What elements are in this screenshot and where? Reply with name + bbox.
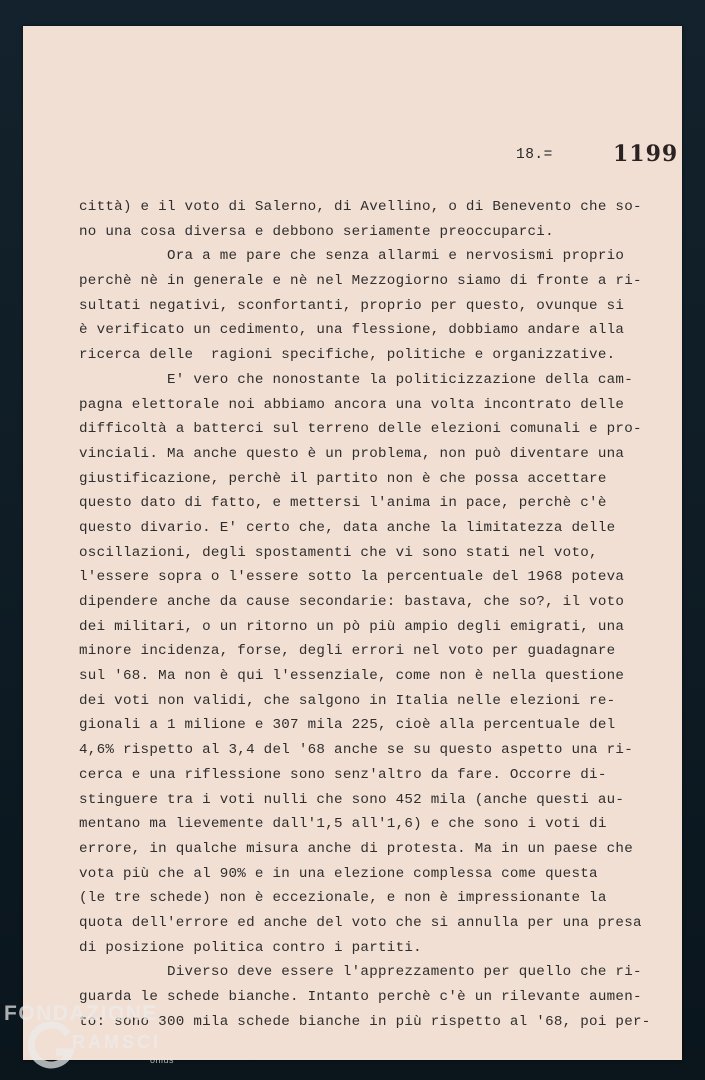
text-line: E' vero che nonostante la politicizzazione della cam-: [79, 371, 634, 388]
text-line: Diverso deve essere l'apprezzamento per quello che ri-: [79, 964, 642, 981]
text-line: no una cosa diversa e debbono seriamente preoccuparci.: [79, 223, 554, 240]
text-line: sultati negativi, sconfortanti, proprio per questo, ovunque si: [79, 297, 625, 314]
page-header: [23, 141, 682, 168]
text-line: è verificato un cedimento, una flessione, dobbiamo andare alla: [79, 322, 625, 339]
page-number: 18.=: [516, 147, 553, 163]
text-line: dei militari, o un ritorno un pò più ampio degli emigrati, una: [79, 618, 625, 635]
gramsci-g-logo-icon: [28, 1020, 78, 1070]
text-line: giustificazione, perchè il partito non è che possa accettare: [79, 470, 607, 487]
text-line: questo dato di fatto, e mettersi l'anima in pace, perchè c'è: [79, 495, 607, 512]
text-line: gionali a 1 milione e 307 mila 225, cioè alla percentuale del: [79, 717, 616, 734]
text-line: minore incidenza, forse, degli errori nel voto per guadagnare: [79, 643, 616, 660]
text-line: dei voti non validi, che salgono in Italia nelle elezioni re-: [79, 692, 616, 709]
text-line: 4,6% rispetto al 3,4 del '68 anche se su questo aspetto una ri-: [79, 742, 634, 759]
text-line: to: sono 300 mila schede bianche in più rispetto al '68, poi per-: [79, 1013, 651, 1030]
text-line: guarda le schede bianche. Intanto perchè c'è un rilevante aumen-: [79, 989, 642, 1005]
text-line: Ora a me pare che senza allarmi e nervosismi proprio: [79, 248, 625, 265]
text-line: sul '68. Ma non è qui l'essenziale, come non è nella questione: [79, 668, 625, 685]
text-line: pagna elettorale noi abbiamo ancora una volta incontrato delle: [79, 396, 625, 413]
text-line: (le tre schede) non è eccezionale, e non è impressionante la: [79, 890, 607, 907]
text-line: perchè nè in generale e nè nel Mezzogiorno siamo di fronte a ri-: [79, 273, 642, 290]
watermark-line2: RAMSCI: [72, 1032, 161, 1052]
text-line: città) e il voto di Salerno, di Avellino, o di Benevento che so-: [79, 199, 642, 215]
text-line: l'essere sopra o l'essere sotto la percentuale del 1968 poteva: [79, 569, 625, 586]
text-line: quota dell'errore ed anche del voto che si annulla per una presa: [79, 914, 642, 931]
watermark-line1: FONDAZIONE: [4, 1002, 158, 1025]
text-line: oscillazioni, degli spostamenti che vi sono stati nel voto,: [79, 544, 598, 561]
text-line: vota più che al 90% e in una elezione complessa come questa: [79, 865, 598, 882]
text-line: mentano ma lievemente dall'1,5 all'1,6) e che sono i voti di: [79, 816, 607, 833]
text-line: dipendere anche da cause secondarie: bastava, che so?, il voto: [79, 594, 625, 610]
document-page: [23, 26, 682, 1060]
text-line: difficoltà a batterci sul terreno delle elezioni comunali e pro-: [79, 421, 642, 438]
text-line: di posizione politica contro i partiti.: [79, 939, 422, 956]
typewritten-text: [79, 195, 669, 1034]
text-line: cerca e una riflessione sono senz'altro da fare. Occorre di-: [79, 766, 607, 783]
watermark-line3: onlus: [150, 1055, 175, 1065]
text-line: errore, in qualche misura anche di protesta. Ma in un paese che: [79, 840, 634, 857]
archive-stamp-number: 1199: [613, 141, 679, 167]
text-line: stinguere tra i voti nulli che sono 452 mila (anche questi au-: [79, 791, 625, 808]
text-line: questo divario. E' certo che, data anche la limitatezza delle: [79, 519, 616, 536]
fondazione-gramsci-watermark: [4, 1000, 204, 1076]
text-line: vinciali. Ma anche questo è un problema, non può diventare una: [79, 445, 625, 462]
text-line: ricerca delle ragioni specifiche, politiche e organizzative.: [79, 347, 616, 364]
